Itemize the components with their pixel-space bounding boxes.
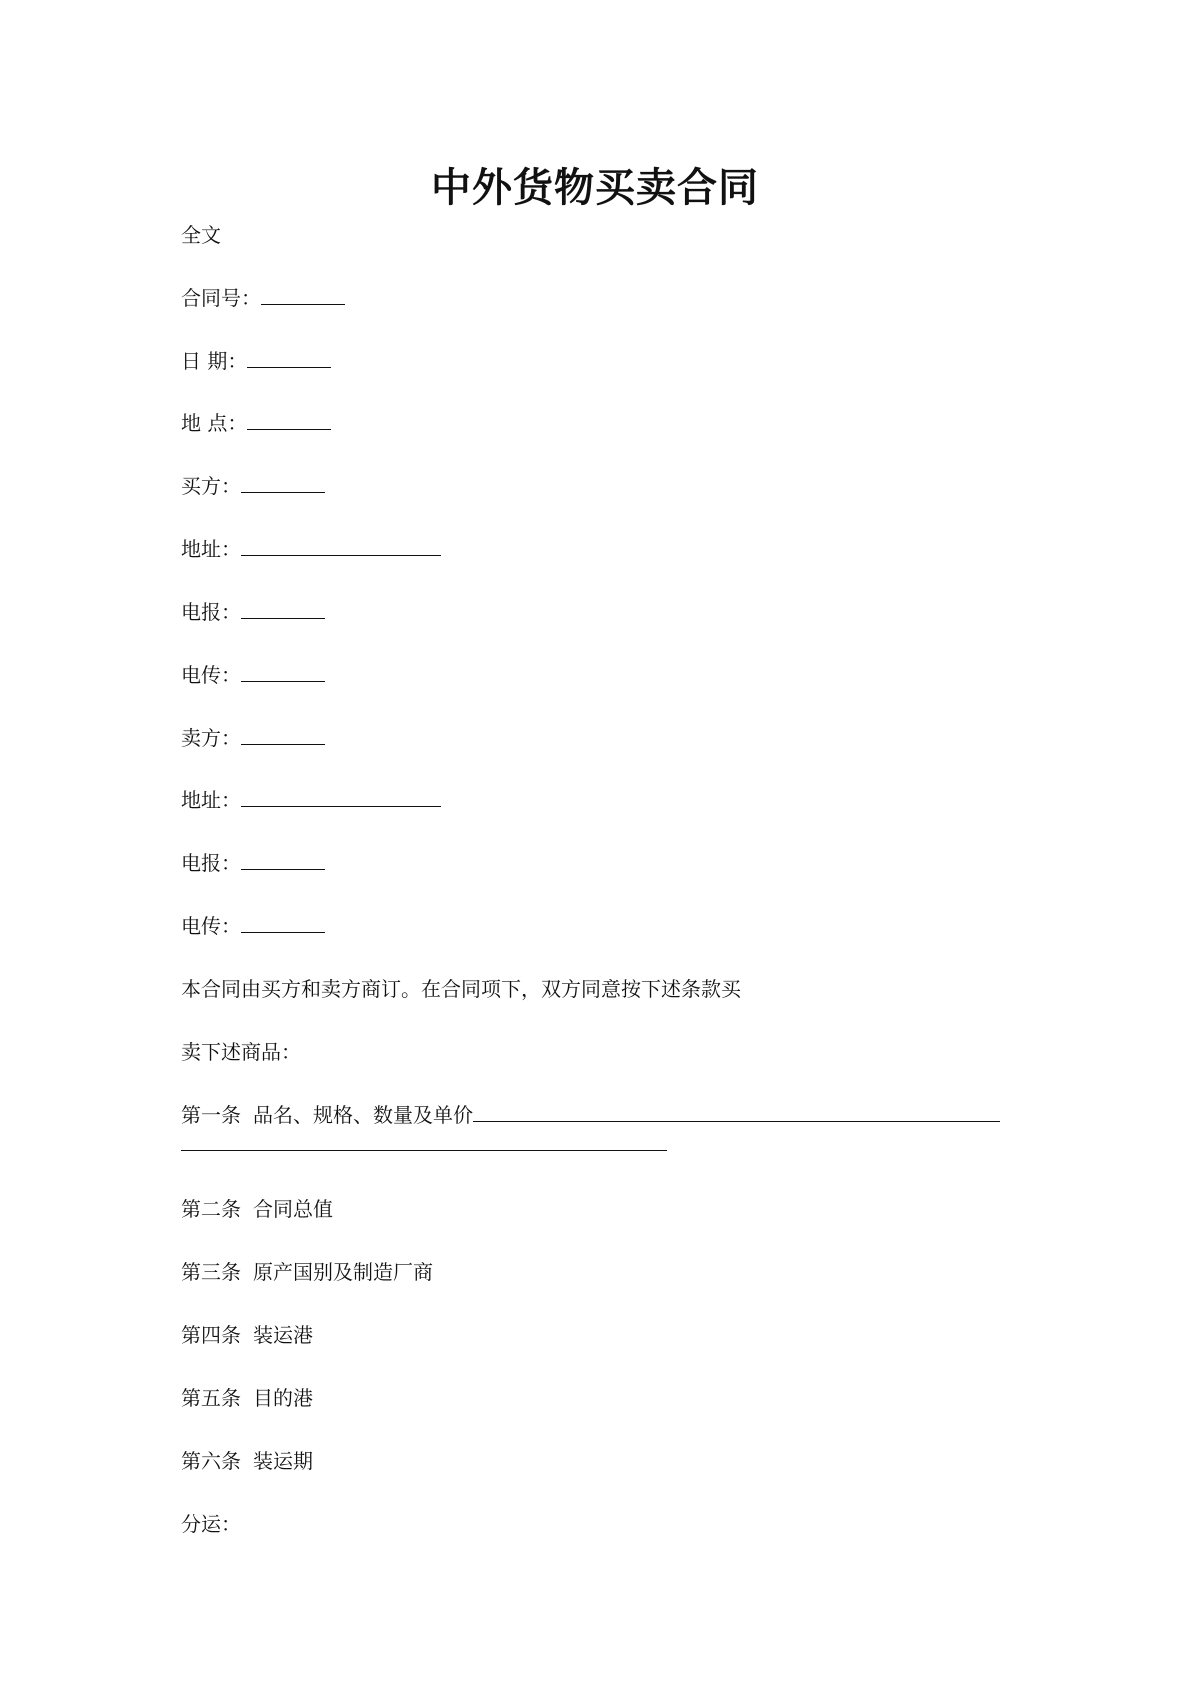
field-buyer-telex [181, 661, 325, 689]
intro-paragraph-line-2: 卖下述商品： [181, 1040, 301, 1064]
article-number: 第二条 [181, 1197, 241, 1221]
document-subtitle: 全文 [181, 223, 221, 247]
blank-line [241, 912, 325, 933]
blank-line-continuation [181, 1150, 667, 1151]
field-label: 合同号： [181, 286, 261, 310]
partial-shipment-label: 分运： [181, 1512, 241, 1536]
blank-line [241, 598, 325, 619]
field-seller-telex [181, 912, 325, 940]
blank-line [241, 472, 325, 493]
article-title: 品名、规格、数量及单价 [253, 1103, 473, 1127]
field-label: 电传： [181, 914, 241, 938]
blank-line [247, 409, 331, 430]
field-label: 电报： [181, 851, 241, 875]
article-number: 第六条 [181, 1449, 241, 1473]
article-title: 装运期 [253, 1449, 313, 1473]
article-title: 原产国别及制造厂商 [253, 1260, 433, 1284]
article-number: 第一条 [181, 1103, 241, 1127]
blank-line [261, 284, 345, 305]
field-seller [181, 724, 325, 752]
blank-line [241, 786, 441, 807]
article-3 [181, 1258, 433, 1286]
article-2 [181, 1195, 333, 1223]
article-4 [181, 1321, 313, 1349]
field-contract-number [181, 284, 345, 312]
field-seller-address [181, 786, 441, 814]
field-date [181, 347, 331, 375]
field-label: 地址： [181, 537, 241, 561]
field-label: 日 期： [181, 349, 248, 373]
field-buyer [181, 472, 325, 500]
article-title: 目的港 [253, 1386, 313, 1410]
blank-line [241, 661, 325, 682]
field-place [181, 409, 331, 437]
field-buyer-address [181, 535, 441, 563]
field-label: 电报： [181, 600, 241, 624]
intro-paragraph-line-1: 本合同由买方和卖方商订。在合同项下，双方同意按下述条款买 [181, 977, 741, 1001]
field-buyer-telegram [181, 598, 325, 626]
article-number: 第五条 [181, 1386, 241, 1410]
article-title: 装运港 [253, 1323, 313, 1347]
field-seller-telegram [181, 849, 325, 877]
field-label: 买方： [181, 474, 241, 498]
field-label: 卖方： [181, 726, 241, 750]
article-6 [181, 1447, 313, 1475]
field-label: 地 点： [181, 411, 248, 435]
article-number: 第四条 [181, 1323, 241, 1347]
article-title: 合同总值 [253, 1197, 333, 1221]
field-label: 电传： [181, 663, 241, 687]
blank-line [247, 347, 331, 368]
blank-line [241, 724, 325, 745]
article-1 [181, 1101, 1000, 1129]
blank-line [241, 535, 441, 556]
article-5 [181, 1384, 313, 1412]
field-label: 地址： [181, 788, 241, 812]
blank-line [473, 1101, 1000, 1122]
document-title: 中外货物买卖合同 [431, 164, 759, 211]
article-number: 第三条 [181, 1260, 241, 1284]
blank-line [241, 849, 325, 870]
